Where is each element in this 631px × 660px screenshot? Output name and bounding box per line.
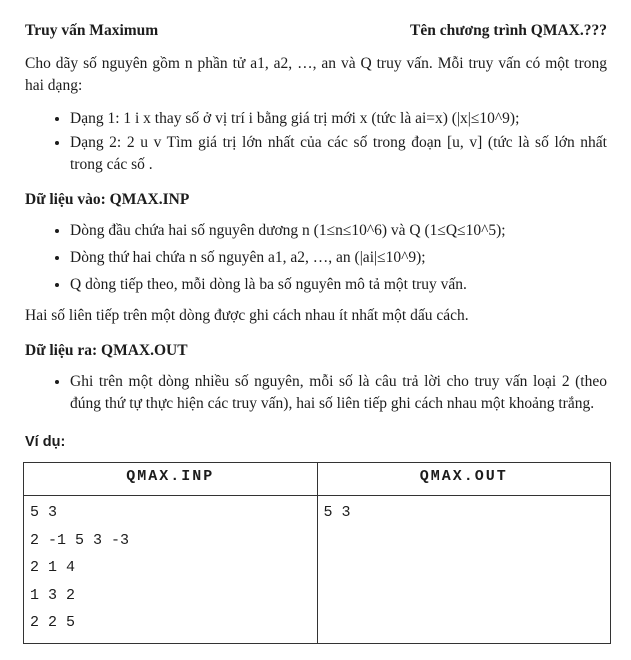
intro-paragraph: Cho dãy số nguyên gồm n phần tử a1, a2, …, an và Q truy vấn. Mỗi truy vấn có một trong hai dạng: bbox=[25, 55, 607, 94]
output-spec-line-1: • Ghi trên một dòng nhiều số nguyên, mỗi số là câu trả lời cho truy vấn loại 2 (theo đúng thứ tự thực hiện các truy vấn), hai số liên tiếp ghi cách nhau một khoảng trắng. bbox=[70, 371, 607, 415]
input-format-note: Hai số liên tiếp trên một dòng được ghi cách nhau ít nhất một dấu cách. bbox=[25, 307, 469, 324]
output-line: 5 3 bbox=[323, 504, 351, 521]
example-table bbox=[23, 462, 611, 644]
query-type-2: • Dạng 2: 2 u v Tìm giá trị lớn nhất của các số trong đoạn [u, v] (tức là số lớn nhất trong các số . bbox=[70, 132, 607, 176]
input-line: 2 2 5 bbox=[30, 614, 76, 631]
example-table-header-input: QMAX.INP bbox=[24, 463, 318, 496]
input-line: 2 1 4 bbox=[30, 559, 76, 576]
input-section-heading: Dữ liệu vào: QMAX.INP bbox=[25, 191, 190, 208]
output-section-heading: Dữ liệu ra: QMAX.OUT bbox=[25, 342, 188, 359]
example-table-header-row bbox=[24, 463, 611, 496]
example-heading: Ví dụ: bbox=[25, 434, 66, 450]
example-table-header-output: QMAX.OUT bbox=[317, 463, 611, 496]
input-spec-line-3: • Q dòng tiếp theo, mỗi dòng là ba số nguyên mô tả một truy vấn. bbox=[70, 274, 607, 296]
example-table-body-row bbox=[24, 496, 611, 644]
query-types-list bbox=[25, 108, 607, 176]
example-input-cell bbox=[24, 496, 318, 644]
query-type-1: • Dạng 1: 1 i x thay số ở vị trí i bằng giá trị mới x (tức là ai=x) (|x|≤10^9); bbox=[70, 108, 607, 130]
example-output-cell bbox=[317, 496, 611, 644]
output-spec-list bbox=[25, 371, 607, 415]
program-name-label: Tên chương trình QMAX.??? bbox=[409, 22, 607, 39]
input-line: 5 3 bbox=[30, 504, 58, 521]
input-spec-line-2: • Dòng thứ hai chứa n số nguyên a1, a2, …, an (|ai|≤10^9); bbox=[70, 247, 607, 269]
input-line: 2 -1 5 3 -3 bbox=[30, 531, 130, 549]
document-header bbox=[25, 20, 607, 42]
input-line: 1 3 2 bbox=[30, 586, 76, 604]
input-spec-list bbox=[25, 220, 607, 296]
problem-title: Truy vấn Maximum bbox=[25, 22, 159, 39]
input-spec-line-1: • Dòng đầu chứa hai số nguyên dương n (1≤n≤10^6) và Q (1≤Q≤10^5); bbox=[70, 220, 607, 242]
